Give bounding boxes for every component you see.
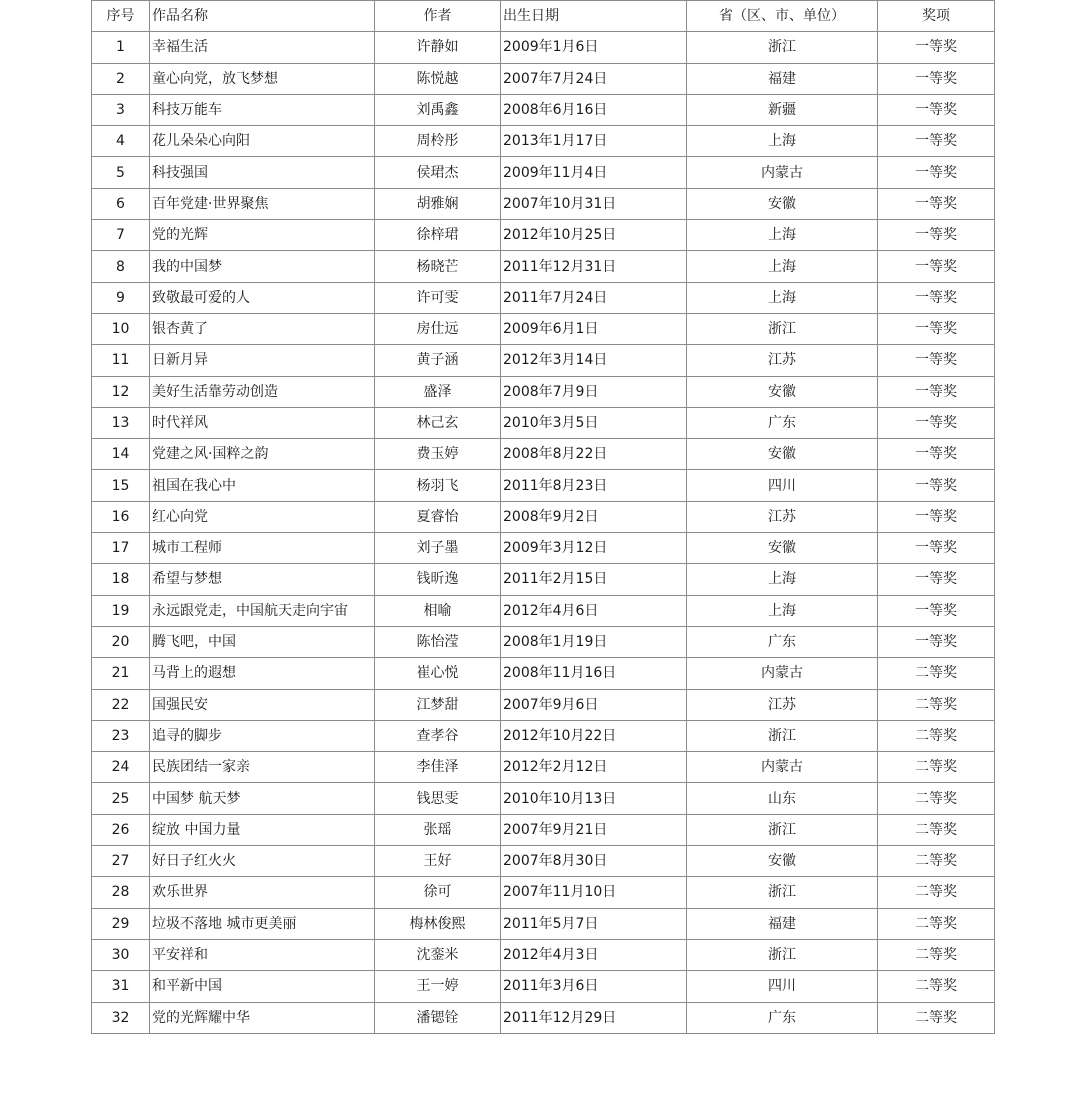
table-row — [92, 470, 995, 501]
awards-table — [91, 0, 995, 1034]
cell-title: 银杏黄了 — [150, 313, 375, 344]
header-author: 作者 — [375, 1, 501, 32]
cell-birth: 2012年4月3日 — [501, 939, 687, 970]
cell-author: 徐可 — [375, 877, 501, 908]
table-row — [92, 564, 995, 595]
cell-birth: 2007年8月30日 — [501, 846, 687, 877]
table-row — [92, 939, 995, 970]
cell-title: 美好生活靠劳动创造 — [150, 376, 375, 407]
cell-no: 28 — [92, 877, 150, 908]
table-row — [92, 63, 995, 94]
cell-title: 希望与梦想 — [150, 564, 375, 595]
cell-region: 浙江 — [687, 313, 878, 344]
cell-birth: 2011年5月7日 — [501, 908, 687, 939]
cell-author: 张瑶 — [375, 814, 501, 845]
cell-author: 刘禹鑫 — [375, 94, 501, 125]
cell-award: 一等奖 — [878, 126, 995, 157]
table-row — [92, 533, 995, 564]
cell-author: 徐梓珺 — [375, 220, 501, 251]
cell-birth: 2010年10月13日 — [501, 783, 687, 814]
table-row — [92, 345, 995, 376]
table-row — [92, 783, 995, 814]
cell-title: 祖国在我心中 — [150, 470, 375, 501]
cell-author: 杨晓芒 — [375, 251, 501, 282]
cell-no: 20 — [92, 626, 150, 657]
cell-birth: 2008年11月16日 — [501, 658, 687, 689]
cell-award: 二等奖 — [878, 783, 995, 814]
cell-author: 王好 — [375, 846, 501, 877]
cell-birth: 2008年9月2日 — [501, 501, 687, 532]
cell-region: 四川 — [687, 470, 878, 501]
table-row — [92, 407, 995, 438]
cell-award: 二等奖 — [878, 939, 995, 970]
cell-birth: 2010年3月5日 — [501, 407, 687, 438]
table-row — [92, 908, 995, 939]
cell-no: 31 — [92, 971, 150, 1002]
cell-region: 广东 — [687, 407, 878, 438]
cell-title: 城市工程师 — [150, 533, 375, 564]
cell-birth: 2012年4月6日 — [501, 595, 687, 626]
cell-no: 4 — [92, 126, 150, 157]
header-birth: 出生日期 — [501, 1, 687, 32]
cell-birth: 2012年10月22日 — [501, 720, 687, 751]
cell-region: 浙江 — [687, 877, 878, 908]
cell-author: 江梦甜 — [375, 689, 501, 720]
cell-region: 广东 — [687, 626, 878, 657]
cell-no: 18 — [92, 564, 150, 595]
cell-region: 四川 — [687, 971, 878, 1002]
cell-award: 一等奖 — [878, 313, 995, 344]
cell-award: 一等奖 — [878, 407, 995, 438]
table-body — [92, 32, 995, 1034]
cell-award: 一等奖 — [878, 470, 995, 501]
table-row — [92, 126, 995, 157]
table-row — [92, 846, 995, 877]
cell-award: 二等奖 — [878, 877, 995, 908]
cell-region: 山东 — [687, 783, 878, 814]
cell-no: 24 — [92, 752, 150, 783]
cell-region: 新疆 — [687, 94, 878, 125]
cell-region: 安徽 — [687, 439, 878, 470]
cell-award: 一等奖 — [878, 220, 995, 251]
cell-birth: 2007年9月21日 — [501, 814, 687, 845]
cell-award: 一等奖 — [878, 282, 995, 313]
cell-author: 王一婷 — [375, 971, 501, 1002]
cell-no: 21 — [92, 658, 150, 689]
cell-birth: 2011年12月31日 — [501, 251, 687, 282]
cell-no: 16 — [92, 501, 150, 532]
cell-author: 钱昕逸 — [375, 564, 501, 595]
cell-no: 1 — [92, 32, 150, 63]
cell-birth: 2009年6月1日 — [501, 313, 687, 344]
cell-region: 上海 — [687, 282, 878, 313]
cell-no: 30 — [92, 939, 150, 970]
cell-no: 26 — [92, 814, 150, 845]
cell-author: 许静如 — [375, 32, 501, 63]
cell-author: 费玉婷 — [375, 439, 501, 470]
table-row — [92, 376, 995, 407]
cell-region: 江苏 — [687, 501, 878, 532]
cell-award: 一等奖 — [878, 501, 995, 532]
cell-birth: 2013年1月17日 — [501, 126, 687, 157]
cell-award: 一等奖 — [878, 63, 995, 94]
cell-author: 杨羽飞 — [375, 470, 501, 501]
cell-no: 2 — [92, 63, 150, 94]
cell-birth: 2011年2月15日 — [501, 564, 687, 595]
cell-author: 刘子墨 — [375, 533, 501, 564]
cell-award: 二等奖 — [878, 720, 995, 751]
table-row — [92, 439, 995, 470]
cell-author: 钱思雯 — [375, 783, 501, 814]
cell-region: 浙江 — [687, 939, 878, 970]
cell-no: 23 — [92, 720, 150, 751]
table-row — [92, 313, 995, 344]
cell-title: 党建之风·国粹之韵 — [150, 439, 375, 470]
cell-birth: 2009年11月4日 — [501, 157, 687, 188]
cell-author: 崔心悦 — [375, 658, 501, 689]
cell-author: 陈怡滢 — [375, 626, 501, 657]
cell-title: 绽放 中国力量 — [150, 814, 375, 845]
cell-birth: 2008年1月19日 — [501, 626, 687, 657]
cell-no: 19 — [92, 595, 150, 626]
cell-award: 一等奖 — [878, 595, 995, 626]
header-region: 省（区、市、单位） — [687, 1, 878, 32]
table-row — [92, 1002, 995, 1033]
cell-title: 中国梦 航天梦 — [150, 783, 375, 814]
table-row — [92, 595, 995, 626]
cell-author: 房仕远 — [375, 313, 501, 344]
cell-no: 13 — [92, 407, 150, 438]
cell-title: 和平新中国 — [150, 971, 375, 1002]
cell-region: 浙江 — [687, 814, 878, 845]
header-award: 奖项 — [878, 1, 995, 32]
table-row — [92, 752, 995, 783]
cell-title: 追寻的脚步 — [150, 720, 375, 751]
cell-birth: 2007年11月10日 — [501, 877, 687, 908]
cell-region: 安徽 — [687, 188, 878, 219]
cell-region: 浙江 — [687, 32, 878, 63]
cell-no: 11 — [92, 345, 150, 376]
table-row — [92, 32, 995, 63]
cell-birth: 2011年7月24日 — [501, 282, 687, 313]
table-row — [92, 658, 995, 689]
cell-region: 福建 — [687, 908, 878, 939]
cell-author: 夏睿怡 — [375, 501, 501, 532]
cell-title: 花儿朵朵心向阳 — [150, 126, 375, 157]
cell-title: 幸福生活 — [150, 32, 375, 63]
cell-no: 5 — [92, 157, 150, 188]
cell-region: 内蒙古 — [687, 157, 878, 188]
cell-no: 29 — [92, 908, 150, 939]
cell-title: 百年党建·世界聚焦 — [150, 188, 375, 219]
cell-award: 一等奖 — [878, 439, 995, 470]
cell-title: 马背上的遐想 — [150, 658, 375, 689]
cell-no: 3 — [92, 94, 150, 125]
cell-award: 二等奖 — [878, 752, 995, 783]
cell-award: 一等奖 — [878, 376, 995, 407]
table-row — [92, 94, 995, 125]
cell-author: 周柃彤 — [375, 126, 501, 157]
cell-title: 时代祥风 — [150, 407, 375, 438]
cell-region: 上海 — [687, 595, 878, 626]
cell-birth: 2012年2月12日 — [501, 752, 687, 783]
cell-author: 梅林俊熙 — [375, 908, 501, 939]
cell-title: 童心向党，放飞梦想 — [150, 63, 375, 94]
cell-author: 沈銮米 — [375, 939, 501, 970]
cell-no: 25 — [92, 783, 150, 814]
cell-birth: 2008年7月9日 — [501, 376, 687, 407]
cell-title: 平安祥和 — [150, 939, 375, 970]
cell-no: 8 — [92, 251, 150, 282]
cell-no: 15 — [92, 470, 150, 501]
cell-author: 陈悦越 — [375, 63, 501, 94]
cell-region: 福建 — [687, 63, 878, 94]
cell-title: 国强民安 — [150, 689, 375, 720]
cell-birth: 2011年3月6日 — [501, 971, 687, 1002]
cell-author: 林己玄 — [375, 407, 501, 438]
cell-title: 党的光辉耀中华 — [150, 1002, 375, 1033]
cell-region: 江苏 — [687, 689, 878, 720]
table-row — [92, 188, 995, 219]
cell-award: 二等奖 — [878, 1002, 995, 1033]
cell-birth: 2009年3月12日 — [501, 533, 687, 564]
cell-no: 32 — [92, 1002, 150, 1033]
cell-title: 红心向党 — [150, 501, 375, 532]
cell-birth: 2012年10月25日 — [501, 220, 687, 251]
cell-no: 17 — [92, 533, 150, 564]
cell-birth: 2011年8月23日 — [501, 470, 687, 501]
table-row — [92, 251, 995, 282]
cell-no: 14 — [92, 439, 150, 470]
table-row — [92, 877, 995, 908]
cell-author: 李佳泽 — [375, 752, 501, 783]
header-title: 作品名称 — [150, 1, 375, 32]
cell-award: 二等奖 — [878, 658, 995, 689]
cell-award: 二等奖 — [878, 689, 995, 720]
cell-region: 广东 — [687, 1002, 878, 1033]
cell-region: 上海 — [687, 251, 878, 282]
cell-title: 永远跟党走，中国航天走向宇宙 — [150, 595, 375, 626]
table-row — [92, 814, 995, 845]
cell-award: 一等奖 — [878, 251, 995, 282]
header-no: 序号 — [92, 1, 150, 32]
cell-no: 7 — [92, 220, 150, 251]
cell-title: 科技强国 — [150, 157, 375, 188]
cell-title: 民族团结一家亲 — [150, 752, 375, 783]
cell-title: 垃圾不落地 城市更美丽 — [150, 908, 375, 939]
cell-no: 27 — [92, 846, 150, 877]
cell-award: 一等奖 — [878, 157, 995, 188]
cell-title: 欢乐世界 — [150, 877, 375, 908]
table-row — [92, 626, 995, 657]
table-row — [92, 501, 995, 532]
cell-author: 胡雅娴 — [375, 188, 501, 219]
cell-title: 好日子红火火 — [150, 846, 375, 877]
cell-author: 许可雯 — [375, 282, 501, 313]
cell-birth: 2011年12月29日 — [501, 1002, 687, 1033]
cell-region: 上海 — [687, 564, 878, 595]
cell-title: 科技万能车 — [150, 94, 375, 125]
cell-birth: 2008年6月16日 — [501, 94, 687, 125]
cell-no: 6 — [92, 188, 150, 219]
table-row — [92, 157, 995, 188]
cell-author: 盛泽 — [375, 376, 501, 407]
cell-title: 党的光辉 — [150, 220, 375, 251]
cell-award: 一等奖 — [878, 188, 995, 219]
cell-award: 一等奖 — [878, 626, 995, 657]
cell-no: 9 — [92, 282, 150, 313]
cell-award: 一等奖 — [878, 32, 995, 63]
cell-author: 黄子涵 — [375, 345, 501, 376]
cell-region: 安徽 — [687, 533, 878, 564]
cell-award: 一等奖 — [878, 345, 995, 376]
cell-birth: 2007年10月31日 — [501, 188, 687, 219]
cell-award: 二等奖 — [878, 908, 995, 939]
cell-title: 致敬最可爱的人 — [150, 282, 375, 313]
cell-region: 上海 — [687, 220, 878, 251]
cell-award: 一等奖 — [878, 94, 995, 125]
cell-title: 腾飞吧，中国 — [150, 626, 375, 657]
cell-birth: 2007年9月6日 — [501, 689, 687, 720]
cell-title: 日新月异 — [150, 345, 375, 376]
cell-no: 10 — [92, 313, 150, 344]
table-header-row — [92, 1, 995, 32]
cell-award: 二等奖 — [878, 971, 995, 1002]
table-row — [92, 720, 995, 751]
cell-award: 一等奖 — [878, 564, 995, 595]
cell-no: 12 — [92, 376, 150, 407]
cell-author: 相喻 — [375, 595, 501, 626]
cell-birth: 2007年7月24日 — [501, 63, 687, 94]
table-row — [92, 971, 995, 1002]
cell-birth: 2008年8月22日 — [501, 439, 687, 470]
table-row — [92, 282, 995, 313]
cell-birth: 2012年3月14日 — [501, 345, 687, 376]
cell-region: 江苏 — [687, 345, 878, 376]
cell-region: 浙江 — [687, 720, 878, 751]
cell-award: 一等奖 — [878, 533, 995, 564]
cell-title: 我的中国梦 — [150, 251, 375, 282]
cell-author: 查孝谷 — [375, 720, 501, 751]
table-row — [92, 220, 995, 251]
table-row — [92, 689, 995, 720]
cell-award: 二等奖 — [878, 846, 995, 877]
cell-author: 侯珺杰 — [375, 157, 501, 188]
cell-award: 二等奖 — [878, 814, 995, 845]
cell-region: 内蒙古 — [687, 658, 878, 689]
cell-no: 22 — [92, 689, 150, 720]
cell-region: 内蒙古 — [687, 752, 878, 783]
cell-region: 上海 — [687, 126, 878, 157]
cell-region: 安徽 — [687, 376, 878, 407]
cell-region: 安徽 — [687, 846, 878, 877]
cell-birth: 2009年1月6日 — [501, 32, 687, 63]
cell-author: 潘锶铨 — [375, 1002, 501, 1033]
